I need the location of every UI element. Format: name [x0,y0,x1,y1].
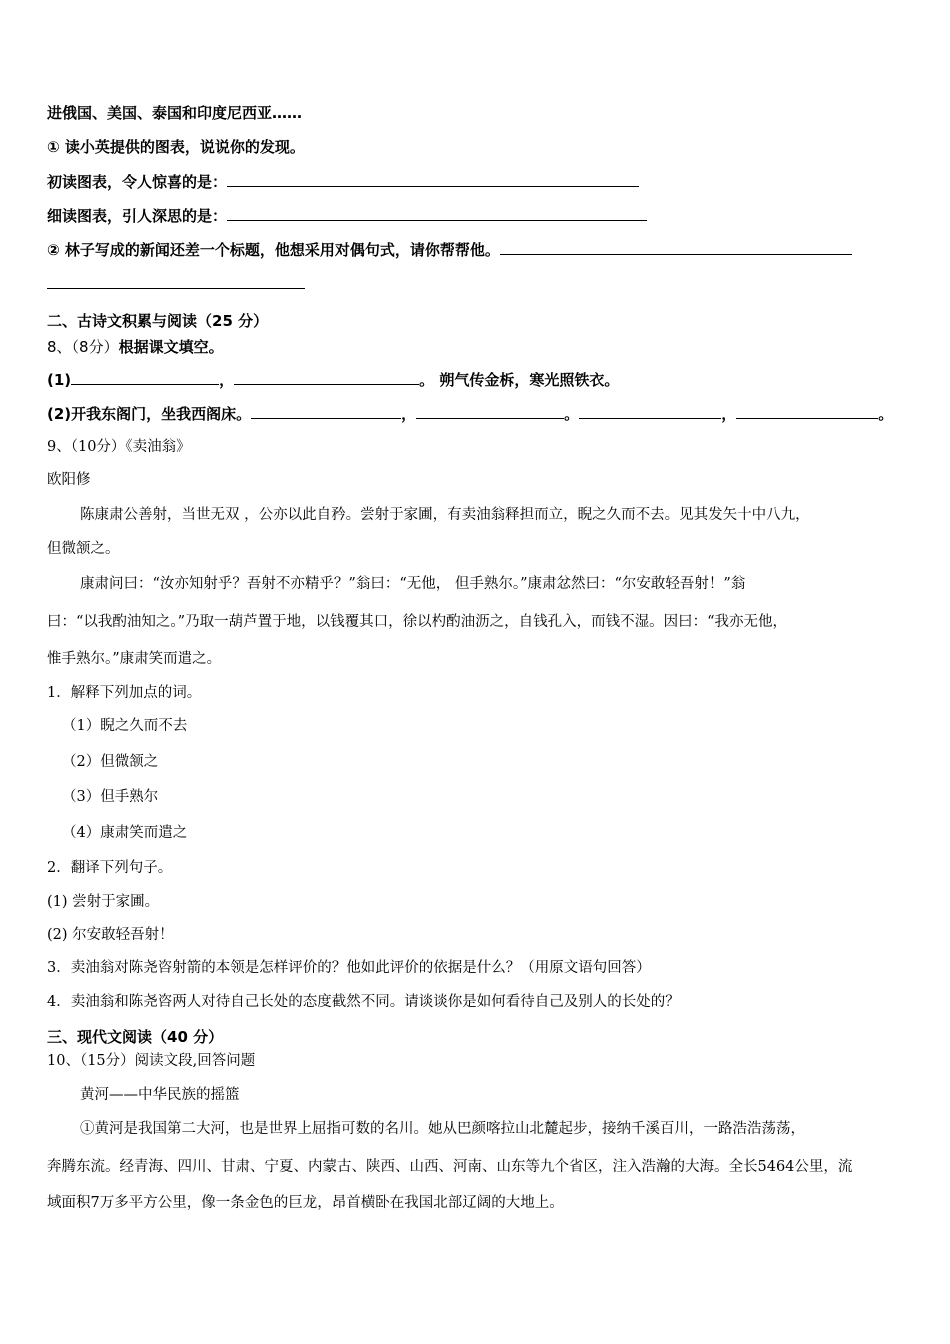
question-1a-label: 初读图表，令人惊喜的是： [47,173,228,191]
sub-question-2-item: (2) 尔安敢轻吾射！ [47,927,174,943]
question-1a [47,172,639,192]
item-prefix: (1) [47,371,72,389]
question-1b [47,206,647,226]
question-1: ① 读小英提供的图表，说说你的发现。 [47,138,305,156]
passage-line: 但微颔之。 [47,541,120,557]
article-title: 黄河——中华民族的摇篮 [80,1087,240,1103]
passage-line: 惟手熟尔。”康肃笑而遣之。 [47,651,222,667]
answer-blank[interactable] [47,274,305,289]
question-number: 8、（8分） [47,338,119,356]
answer-blank[interactable] [227,172,639,187]
sub-question-1: 1．解释下列加点的词。 [47,685,202,701]
answer-blank[interactable] [251,404,401,419]
poem-line: 朔气传金柝，寒光照铁衣。 [434,371,620,389]
passage-line: 康肃问曰：“汝亦知射乎？吾射不亦精乎？”翁曰：“无他， 但手熟尔。”康肃忿然曰：“尔安敢轻吾射！”翁 [80,576,746,592]
sub-question-1-item: （2）但微颔之 [62,754,159,770]
passage-line: 陈康肃公善射，当世无双 ，公亦以此自矜。尝射于家圃，有卖油翁释担而立，睨之久而不去。见其发矢十中八九， [80,507,810,523]
section-3-heading: 三、现代文阅读（40 分） [47,1028,224,1046]
sub-question-2: 2．翻译下列句子。 [47,860,173,876]
punct: 。 [878,405,894,423]
author: 欧阳修 [47,472,91,488]
sub-question-2-item: (1) 尝射于家圃。 [47,894,160,910]
sub-question-1-item: （4）康肃笑而遣之 [62,825,188,841]
passage-line: 奔腾东流。经青海、四川、甘肃、宁夏、内蒙古、陕西、山西、河南、山东等九个省区，注入浩瀚的大海。全长5464公里，流 [47,1159,853,1175]
question-2 [47,240,852,260]
answer-blank[interactable] [227,206,647,221]
question-8-item-2 [47,404,893,424]
punct: 。 [419,371,435,389]
answer-blank[interactable] [416,404,564,419]
question-8-item-1 [47,370,619,390]
question-text: 根据课文填空。 [118,338,224,356]
passage-line: 域面积7万多平方公里，像一条金色的巨龙，昂首横卧在我国北部辽阔的大地上。 [47,1195,564,1211]
question-1b-label: 细读图表，引人深思的是： [47,207,228,225]
punct: ， [219,371,235,389]
punct: 。 [564,405,580,423]
sub-question-1-item: （1）睨之久而不去 [62,718,188,734]
answer-blank[interactable] [736,404,878,419]
question-2-label: ② 林子写成的新闻还差一个标题，他想采用对偶句式，请你帮帮他。 [47,241,500,259]
question-10-title: 10、（15分）阅读文段,回答问题 [47,1053,256,1069]
intro-text: 进俄国、美国、泰国和印度尼西亚…… [47,104,303,122]
question-9-title: 9、（10分）《卖油翁》 [47,439,191,455]
section-2-heading: 二、古诗文积累与阅读（25 分） [47,312,269,330]
answer-blank[interactable] [71,370,219,385]
item-prefix: (2)开我东阁门，坐我西阁床。 [47,405,252,423]
sub-question-3: 3．卖油翁对陈尧咨射箭的本领是怎样评价的？他如此评价的依据是什么？（用原文语句回答） [47,960,651,976]
question-8-title [47,337,224,357]
punct: ， [401,405,417,423]
sub-question-1-item: （3）但手熟尔 [62,789,159,805]
sub-question-4: 4．卖油翁和陈尧咨两人对待自己长处的态度截然不同。请谈谈你是如何看待自己及别人的长处的？ [47,994,680,1010]
answer-blank[interactable] [579,404,721,419]
answer-blank[interactable] [500,240,852,255]
passage-line: 曰：“以我酌油知之。”乃取一葫芦置于地，以钱覆其口，徐以杓酌油沥之，自钱孔入，而钱不湿。因曰：“我亦无他， [47,614,787,630]
answer-blank[interactable] [234,370,419,385]
punct: ， [721,405,737,423]
passage-line: ①黄河是我国第二大河，也是世界上屈指可数的名川。她从巴颜喀拉山北麓起步，接纳千溪百川，一路浩浩荡荡， [80,1121,805,1137]
question-2-continuation [47,274,305,294]
